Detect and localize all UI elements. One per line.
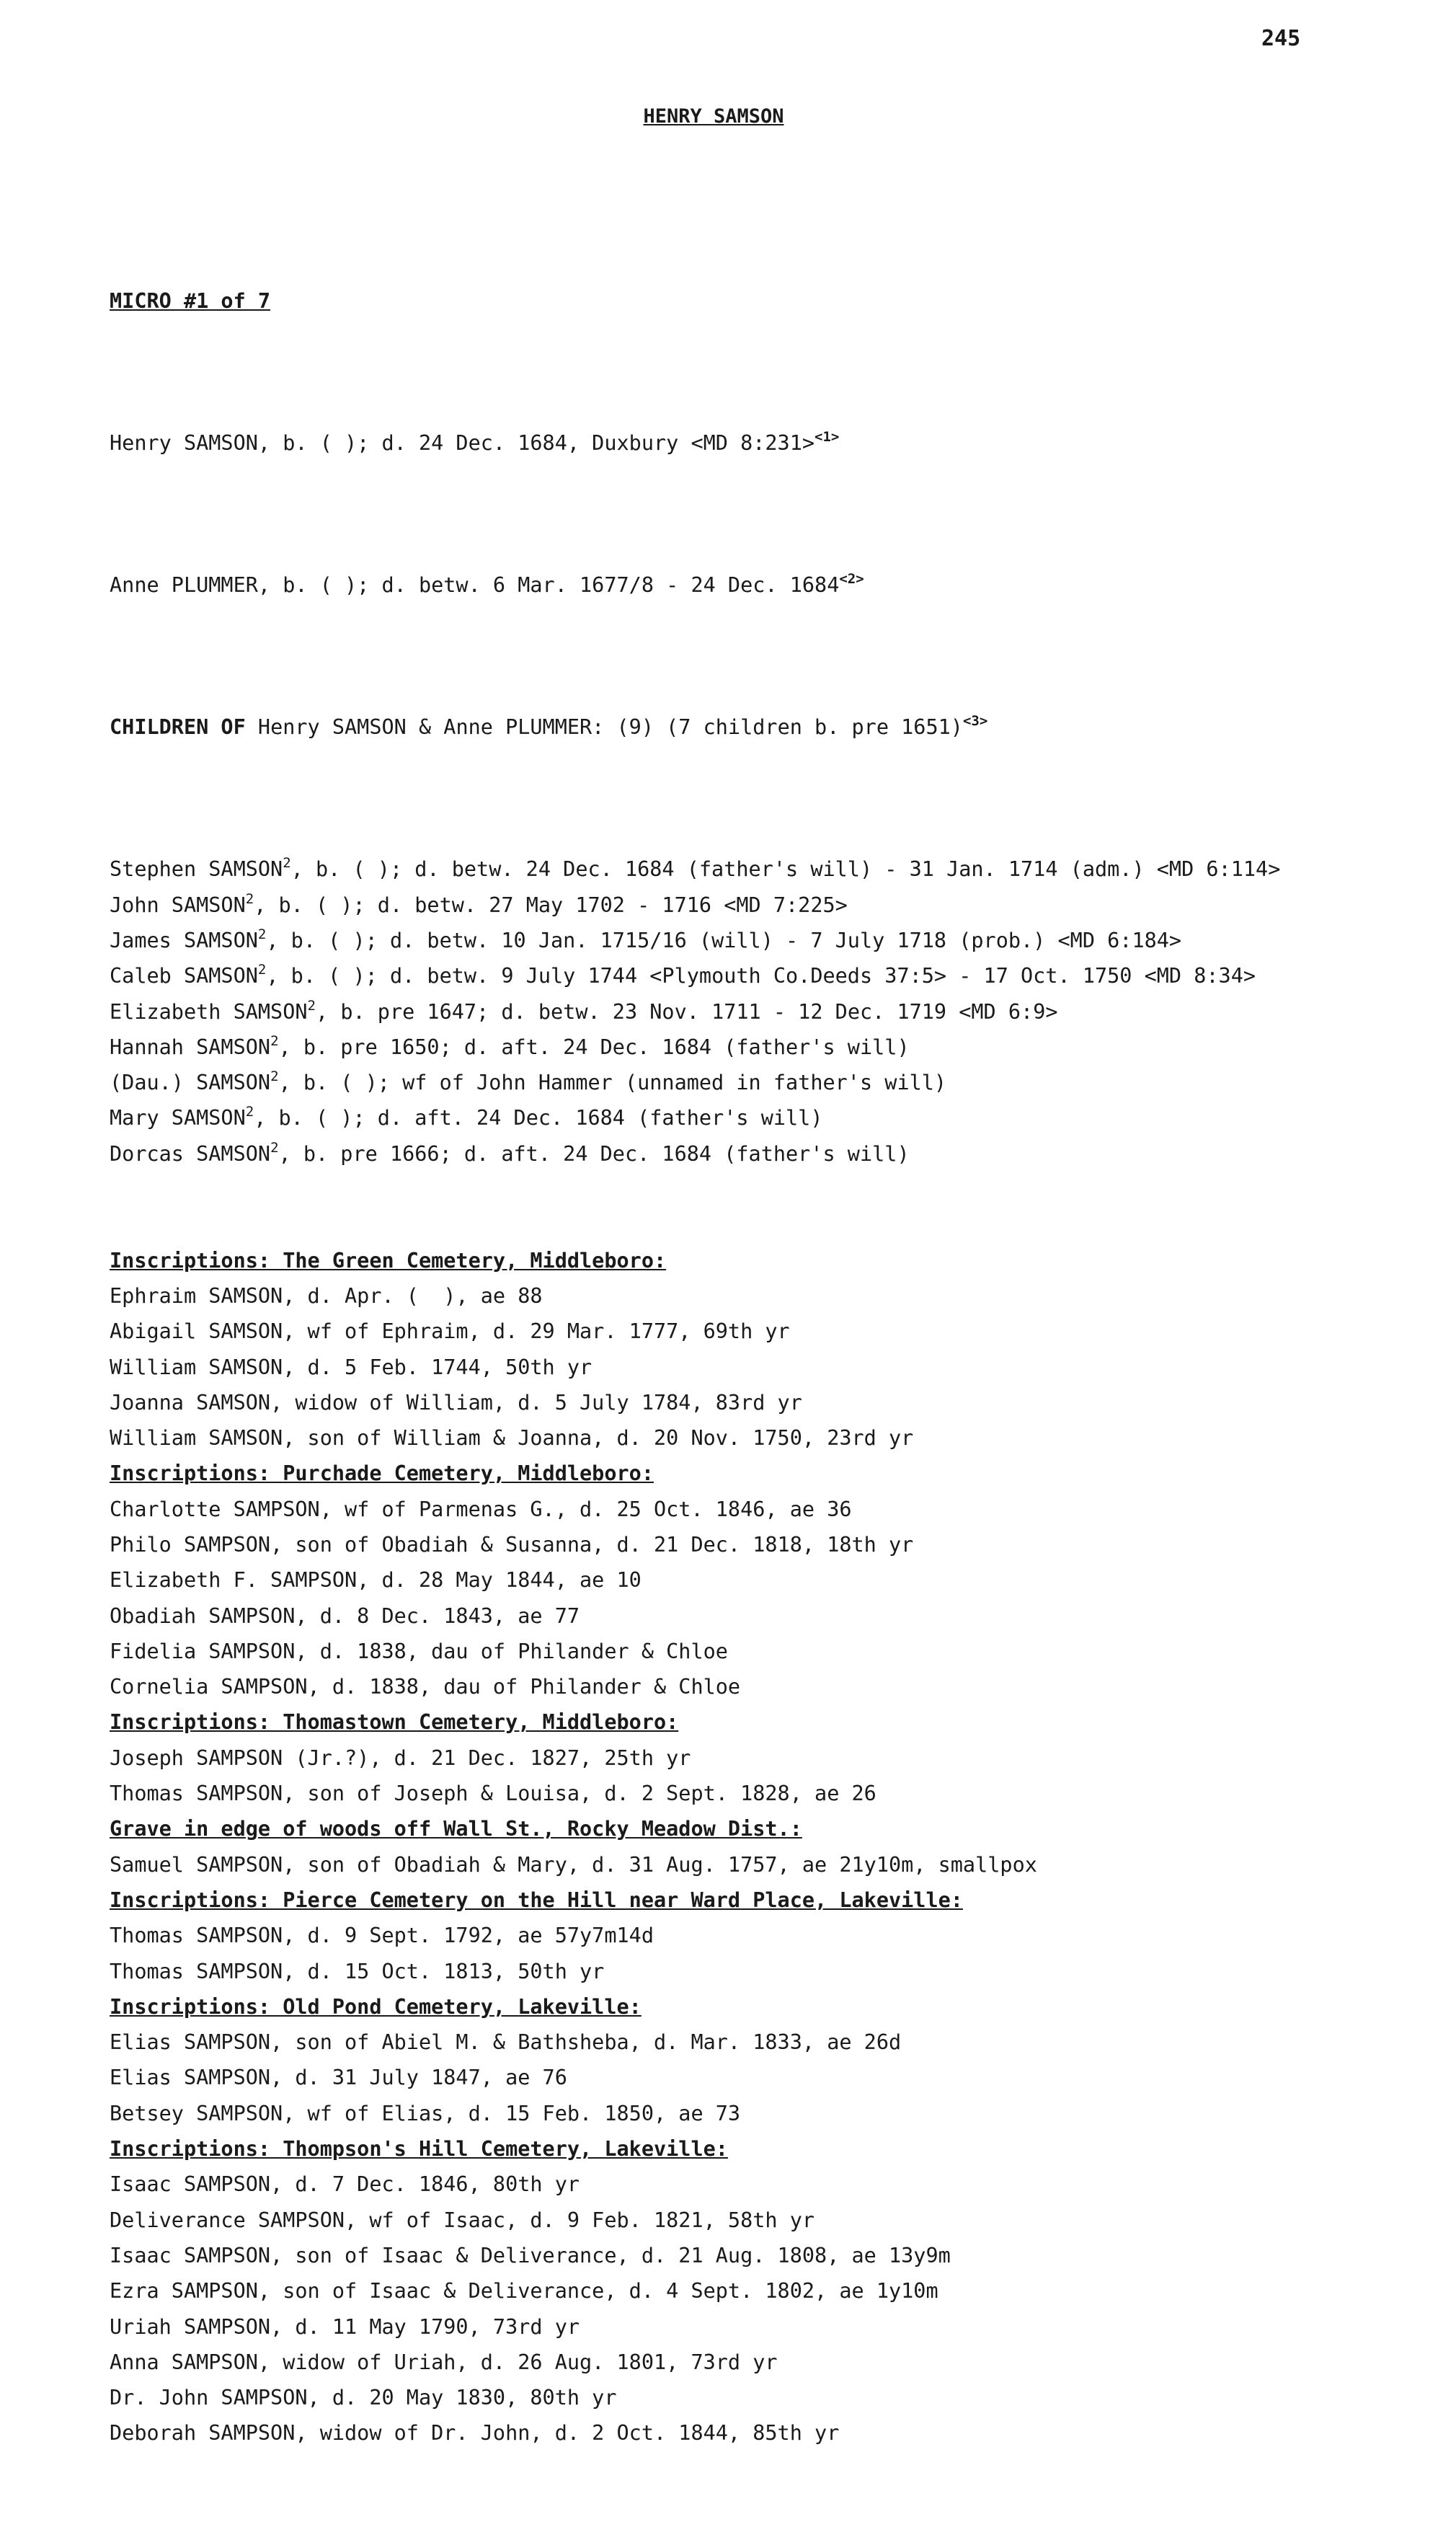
child-name: Caleb SAMSON — [110, 964, 258, 988]
child-entry — [110, 1136, 1421, 1172]
child-entry — [110, 1030, 1421, 1065]
child-entry — [110, 888, 1421, 923]
children-heading-label: CHILDREN OF — [110, 715, 246, 740]
inscription-section — [110, 1704, 1421, 1811]
inscription-section — [110, 1989, 1421, 2131]
inscription-section — [110, 1811, 1421, 1882]
generation-number: 2 — [283, 855, 291, 872]
child-entry — [110, 851, 1421, 887]
child-details: , b. ( ); d. betw. 9 July 1744 <Plymouth Co.Deeds 37:5> - 17 Oct. 1750 <MD 8:34> — [266, 964, 1256, 988]
generation-number: 2 — [270, 1032, 279, 1049]
inscription-entry: Dr. John SAMPSON, d. 20 May 1830, 80th yr — [110, 2386, 617, 2410]
inscription-entry: Samuel SAMPSON, son of Obadiah & Mary, d. 31 Aug. 1757, ae 21y10m, smallpox — [110, 1852, 1037, 1877]
inscription-entry: Elias SAMPSON, d. 31 July 1847, ae 76 — [110, 2066, 567, 2090]
inscription-entry: Thomas SAMPSON, d. 9 Sept. 1792, ae 57y7m14d — [110, 1924, 654, 1948]
generation-number: 2 — [257, 962, 267, 978]
section-heading: Inscriptions: Thompson's Hill Cemetery, Lakeville: — [110, 2137, 728, 2162]
inscription-section — [110, 1456, 1421, 1704]
child-name: Stephen SAMSON — [110, 857, 283, 882]
section-heading: Inscriptions: Thomastown Cemetery, Middleboro: — [110, 1710, 679, 1735]
family-text: Henry SAMSON, b. ( ); d. 24 Dec. 1684, Duxbury <MD 8:231> — [110, 430, 815, 455]
inscription-entry: Uriah SAMPSON, d. 11 May 1790, 73rd yr — [110, 2314, 580, 2339]
inscription-entry: Deborah SAMPSON, widow of Dr. John, d. 2 Oct. 1844, 85th yr — [110, 2421, 840, 2446]
footnote-ref: <3> — [962, 713, 988, 730]
inscription-entry: William SAMSON, d. 5 Feb. 1744, 50th yr — [110, 1355, 592, 1379]
inscription-entry: Abigail SAMSON, wf of Ephraim, d. 29 Mar. 1777, 69th yr — [110, 1319, 790, 1344]
inscription-entry: Deliverance SAMPSON, wf of Isaac, d. 9 Feb. 1821, 58th yr — [110, 2208, 815, 2232]
document-title: HENRY SAMSON — [643, 105, 784, 128]
child-details: , b. ( ); d. aft. 24 Dec. 1684 (father's will) — [254, 1106, 823, 1131]
inscription-entry: Isaac SAMPSON, son of Isaac & Deliverance, d. 21 Aug. 1808, ae 13y9m — [110, 2243, 951, 2267]
child-entry — [110, 1100, 1421, 1136]
inscription-section — [110, 1243, 1421, 1456]
footnote-ref: <2> — [839, 570, 864, 587]
generation-number: 2 — [307, 997, 316, 1014]
inscription-entry: Isaac SAMPSON, d. 7 Dec. 1846, 80th yr — [110, 2172, 580, 2197]
family-line-anne — [110, 567, 1421, 603]
footnote-ref: <1> — [814, 428, 840, 445]
section-heading: Inscriptions: Purchade Cemetery, Middleboro: — [110, 1461, 654, 1486]
section-heading: Inscriptions: The Green Cemetery, Middleboro: — [110, 1248, 667, 1273]
child-details: , b. ( ); wf of John Hammer (unnamed in father's will) — [278, 1071, 947, 1095]
child-name: John SAMSON — [110, 893, 246, 917]
children-heading — [110, 709, 1421, 745]
micro-heading: MICRO #1 of 7 — [110, 288, 271, 313]
child-entry — [110, 994, 1421, 1030]
inscription-entry: Joseph SAMPSON (Jr.?), d. 21 Dec. 1827, 25th yr — [110, 1746, 691, 1770]
child-details: , b. pre 1666; d. aft. 24 Dec. 1684 (father's will) — [278, 1141, 910, 1166]
family-text: Anne PLUMMER, b. ( ); d. betw. 6 Mar. 1677/8 - 24 Dec. 1684 — [110, 572, 840, 597]
inscription-entry: Joanna SAMSON, widow of William, d. 5 July 1784, 83rd yr — [110, 1390, 802, 1415]
inscription-entry: Ephraim SAMSON, d. Apr. ( ), ae 88 — [110, 1283, 543, 1308]
children-list — [110, 851, 1421, 1172]
family-line-henry — [110, 425, 1421, 461]
inscription-entry: Fidelia SAMPSON, d. 1838, dau of Philander & Chloe — [110, 1639, 728, 1663]
child-details: , b. ( ); d. betw. 24 Dec. 1684 (father's will) - 31 Jan. 1714 (adm.) <MD 6:114> — [290, 857, 1281, 882]
child-details: , b. pre 1650; d. aft. 24 Dec. 1684 (father's will) — [278, 1035, 910, 1059]
generation-number: 2 — [245, 1104, 254, 1120]
inscription-entry: Obadiah SAMPSON, d. 8 Dec. 1843, ae 77 — [110, 1603, 580, 1628]
inscription-entry: Philo SAMPSON, son of Obadiah & Susanna, d. 21 Dec. 1818, 18th yr — [110, 1532, 914, 1557]
inscription-entry: Cornelia SAMPSON, d. 1838, dau of Philander & Chloe — [110, 1675, 741, 1699]
inscription-entry: Thomas SAMPSON, son of Joseph & Louisa, d. 2 Sept. 1828, ae 26 — [110, 1782, 876, 1806]
child-name: (Dau.) SAMSON — [110, 1071, 271, 1095]
child-entry — [110, 923, 1421, 958]
child-details: , b. pre 1647; d. betw. 23 Nov. 1711 - 12 Dec. 1719 <MD 6:9> — [316, 999, 1058, 1024]
inscription-section — [110, 1882, 1421, 1989]
section-heading: Grave in edge of woods off Wall St., Rocky Meadow Dist.: — [110, 1817, 802, 1841]
generation-number: 2 — [245, 890, 254, 907]
page-number: 245 — [1261, 26, 1301, 51]
inscription-entry: Elizabeth F. SAMPSON, d. 28 May 1844, ae 10 — [110, 1568, 642, 1593]
inscription-sections — [110, 1243, 1421, 2451]
child-name: James SAMSON — [110, 928, 258, 952]
document-body — [110, 212, 1421, 2522]
section-heading: Inscriptions: Pierce Cemetery on the Hill near Ward Place, Lakeville: — [110, 1888, 963, 1912]
child-name: Dorcas SAMSON — [110, 1141, 271, 1166]
child-name: Mary SAMSON — [110, 1106, 246, 1131]
child-details: , b. ( ); d. betw. 10 Jan. 1715/16 (will) - 7 July 1718 (prob.) <MD 6:184> — [266, 928, 1182, 952]
section-heading: Inscriptions: Old Pond Cemetery, Lakeville: — [110, 1994, 642, 2019]
generation-number: 2 — [270, 1068, 279, 1085]
child-entry — [110, 958, 1421, 994]
child-name: Hannah SAMSON — [110, 1035, 271, 1059]
inscription-section — [110, 2131, 1421, 2451]
generation-number: 2 — [270, 1139, 279, 1156]
generation-number: 2 — [257, 926, 267, 942]
inscription-entry: Ezra SAMPSON, son of Isaac & Deliverance, d. 4 Sept. 1802, ae 1y10m — [110, 2279, 938, 2304]
inscription-entry: Thomas SAMPSON, d. 15 Oct. 1813, 50th yr — [110, 1959, 605, 1983]
child-entry — [110, 1065, 1421, 1100]
child-name: Elizabeth SAMSON — [110, 999, 308, 1024]
inscription-entry: William SAMSON, son of William & Joanna, d. 20 Nov. 1750, 23rd yr — [110, 1426, 914, 1451]
children-heading-text: Henry SAMSON & Anne PLUMMER: (9) (7 children b. pre 1651) — [245, 715, 963, 740]
inscription-entry: Anna SAMPSON, widow of Uriah, d. 26 Aug. 1801, 73rd yr — [110, 2350, 778, 2374]
inscription-entry: Betsey SAMPSON, wf of Elias, d. 15 Feb. 1850, ae 73 — [110, 2101, 741, 2125]
inscription-entry: Elias SAMPSON, son of Abiel M. & Bathsheba, d. Mar. 1833, ae 26d — [110, 2030, 902, 2055]
child-details: , b. ( ); d. betw. 27 May 1702 - 1716 <MD 7:225> — [254, 893, 848, 917]
inscription-entry: Charlotte SAMPSON, wf of Parmenas G., d. 25 Oct. 1846, ae 36 — [110, 1497, 852, 1521]
